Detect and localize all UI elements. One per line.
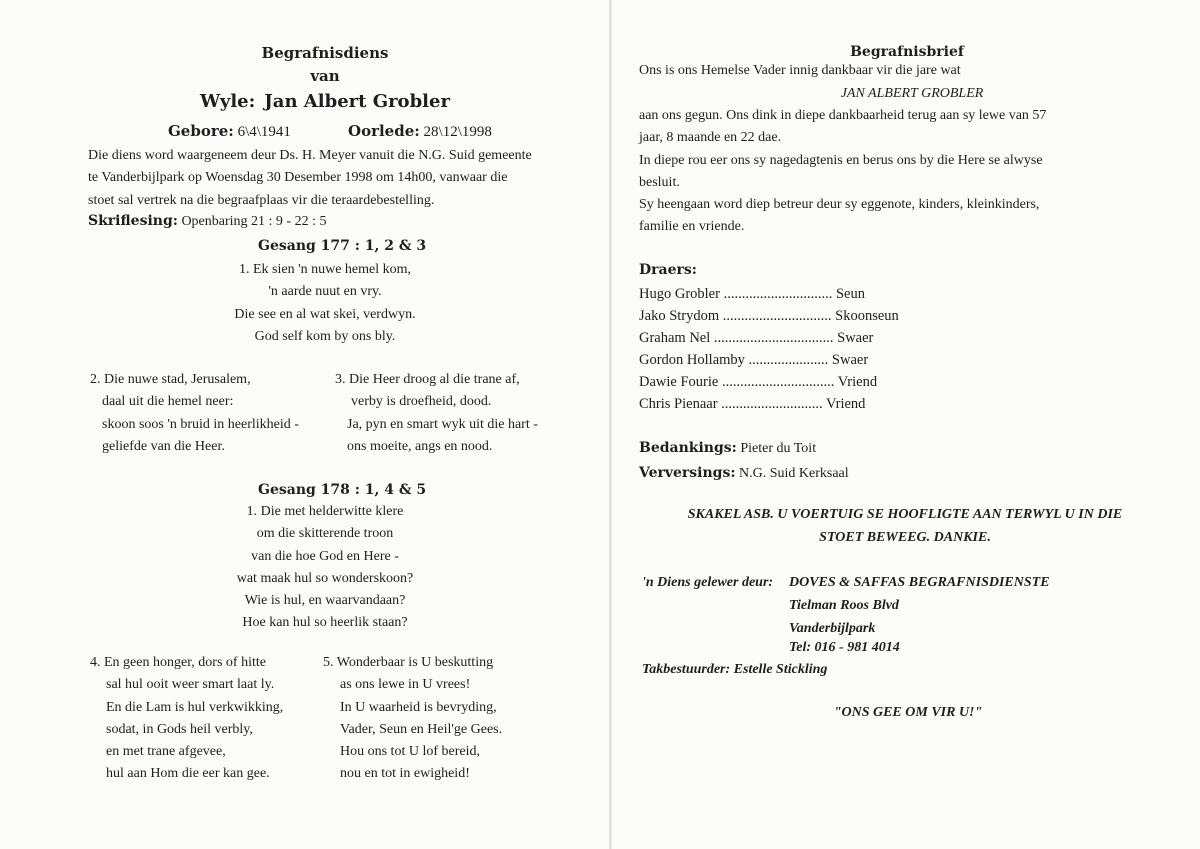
verse-line: en met trane afgevee,	[106, 744, 226, 760]
verse-line: verby is droefheid, dood.	[351, 394, 492, 410]
born-date: 6\4\1941	[237, 124, 291, 140]
died-date: 28\12\1998	[423, 124, 492, 140]
bearer-dots: ..............................	[722, 308, 832, 324]
intro-line: stoet sal vertrek na die begraafplaas vir die teraardebestelling.	[88, 192, 435, 208]
verse-line: wat maak hul so wonderskoon?	[236, 570, 414, 586]
bearer-name: Hugo Grobler	[639, 286, 720, 302]
bearer-row	[639, 327, 969, 349]
refreshments-line	[639, 465, 849, 482]
died-line	[348, 122, 492, 141]
hymn2-verse5	[323, 652, 502, 786]
deceased-label: Wyle:	[200, 91, 256, 112]
bearer-row	[639, 371, 969, 393]
thanks-by-name: Pieter du Toit	[740, 441, 817, 456]
verse-line: hul aan Hom die eer kan gee.	[106, 766, 270, 782]
intro-paragraph	[88, 145, 532, 212]
service-label: 'n Diens gelewer deur:	[642, 575, 774, 590]
thanks-line: Ons is ons Hemelse Vader innig dankbaar vir die jare wat	[639, 63, 961, 78]
verse-line: In U waarheid is bevryding,	[340, 699, 497, 715]
thanks-name: JAN ALBERT GROBLER	[840, 86, 984, 101]
thanks-line: Sy heengaan word diep betreur deur sy eggenote, kinders, kleinkinders,	[639, 197, 1040, 213]
hymn1-title: Gesang 177 : 1, 2 & 3	[258, 238, 427, 254]
thanks-line: jaar, 8 maande en 22 dae.	[639, 130, 782, 146]
hymn2-verse1	[200, 501, 450, 635]
verse-line: 5. Wonderbaar is U beskutting	[323, 655, 494, 670]
address-line: Vanderbijlpark	[789, 621, 876, 636]
verse-line: 2. Die nuwe stad, Jerusalem,	[90, 372, 251, 387]
refreshments-label: Verversings:	[639, 465, 736, 481]
service-provider: DOVES & SAFFAS BEGRAFNISDIENSTE	[789, 575, 1050, 590]
bearer-name: Graham Nel	[639, 330, 711, 346]
verse-line: 1. Die met helderwitte klere	[246, 504, 404, 519]
died-label: Oorlede:	[348, 122, 420, 140]
thanks-line: In diepe rou eer ons sy nagedagtenis en berus ons by die Here se alwyse	[639, 152, 1043, 168]
bearer-relation: Skoonseun	[835, 308, 899, 324]
deceased-line	[0, 91, 650, 112]
born-line	[168, 122, 291, 141]
intro-line: te Vanderbijlpark op Woensdag 30 Desember 1998 om 14h00, vanwaar die	[88, 170, 508, 186]
hymn1-verse1	[200, 259, 450, 348]
letter-header: Begrafnisbrief	[850, 44, 964, 60]
notice-line-1: SKAKEL ASB. U VOERTUIG SE HOOFLIGTE AAN TERWYL U IN DIE	[687, 507, 1123, 522]
bearer-row	[639, 349, 969, 371]
verse-line: God self kom by ons bly.	[254, 328, 396, 344]
bearers-list	[639, 283, 969, 415]
verse-line: 1. Ek sien 'n nuwe hemel kom,	[238, 262, 412, 277]
verse-line: geliefde van die Heer.	[102, 438, 225, 454]
van-label: van	[310, 67, 340, 85]
hymn2-title: Gesang 178 : 1, 4 & 5	[258, 482, 427, 498]
verse-line: 4. En geen honger, dors of hitte	[90, 655, 266, 670]
reading-line	[88, 213, 326, 230]
bearer-relation: Vriend	[837, 374, 878, 390]
bearer-row	[639, 283, 969, 305]
verse-line: ons moeite, angs en nood.	[347, 438, 493, 454]
verse-line: nou en tot in ewigheid!	[340, 766, 470, 782]
bearer-name: Gordon Hollamby	[639, 352, 745, 368]
verse-line: En die Lam is hul verkwikking,	[106, 699, 284, 715]
born-label: Gebore:	[168, 122, 234, 140]
verse-line: Vader, Seun en Heil'ge Gees.	[340, 721, 503, 737]
verse-line: daal uit die hemel neer:	[102, 394, 234, 410]
hymn1-verse2	[90, 369, 299, 458]
thanks-by-line	[639, 440, 816, 457]
bearer-row	[639, 393, 969, 415]
reading-label: Skriflesing:	[88, 213, 178, 229]
bearer-dots: ......................	[748, 352, 829, 368]
bearer-relation: Swaer	[837, 330, 874, 346]
bearer-row	[639, 305, 969, 327]
bearer-dots: .................................	[713, 330, 834, 346]
bearer-dots: ..............................	[723, 286, 833, 302]
verse-line: Hoe kan hul so heerlik staan?	[242, 615, 408, 631]
verse-line: skoon soos 'n bruid in heerlikheid -	[102, 416, 299, 432]
right-page	[612, 0, 1200, 849]
thanks-line: familie en vriende.	[639, 219, 745, 235]
verse-line: Die see en al wat skei, verdwyn.	[234, 306, 416, 322]
bearer-name: Dawie Fourie	[639, 374, 719, 390]
bearer-name: Chris Pienaar	[639, 396, 718, 412]
verse-line: as ons lewe in U vrees!	[340, 677, 471, 693]
bearer-relation: Seun	[835, 286, 865, 302]
verse-line: Hou ons tot U lof bereid,	[340, 744, 480, 760]
verse-line: Wie is hul, en waarvandaan?	[244, 593, 406, 609]
verse-line: 'n aarde nuut en vry.	[268, 284, 382, 300]
thanks-by-label: Bedankings:	[639, 440, 737, 456]
telephone: Tel: 016 - 981 4014	[789, 640, 900, 655]
bearers-label: Draers:	[639, 262, 697, 278]
intro-line: Die diens word waargeneem deur Ds. H. Meyer vanuit die N.G. Suid gemeente	[88, 148, 532, 163]
verse-line: sal hul ooit weer smart laat ly.	[106, 677, 275, 693]
service-header: Begrafnisdiens	[261, 44, 389, 62]
verse-line: Ja, pyn en smart wyk uit die hart -	[347, 416, 538, 432]
deceased-name: Jan Albert Grobler	[264, 91, 450, 112]
hymn1-verse3	[335, 369, 538, 458]
bearer-relation: Vriend	[826, 396, 866, 412]
verse-line: van die hoe God en Here -	[251, 548, 399, 564]
hymn2-verse4	[90, 652, 283, 786]
bearer-relation: Swaer	[831, 352, 869, 368]
notice-line-2: STOET BEWEEG. DANKIE.	[819, 530, 991, 545]
reading-text: Openbaring 21 : 9 - 22 : 5	[181, 214, 327, 229]
bearer-dots: ............................	[721, 396, 823, 412]
bearer-dots: ...............................	[721, 374, 835, 390]
bearer-name: Jako Strydom	[639, 308, 720, 324]
refreshments-venue: N.G. Suid Kerksaal	[739, 466, 849, 481]
branch-manager: Takbestuurder: Estelle Stickling	[642, 662, 828, 677]
thanks-line: besluit.	[639, 174, 680, 190]
thanks-paragraph	[639, 105, 1046, 239]
verse-line: sodat, in Gods heil verbly,	[106, 721, 253, 737]
thanks-line: aan ons gegun. Ons dink in diepe dankbaarheid terug aan sy lewe van 57	[639, 108, 1047, 123]
verse-line: om die skitterende troon	[256, 526, 394, 542]
address-line: Tielman Roos Blvd	[789, 598, 899, 613]
verse-line: 3. Die Heer droog al die trane af,	[335, 372, 520, 387]
motto: "ONS GEE OM VIR U!"	[833, 705, 983, 720]
